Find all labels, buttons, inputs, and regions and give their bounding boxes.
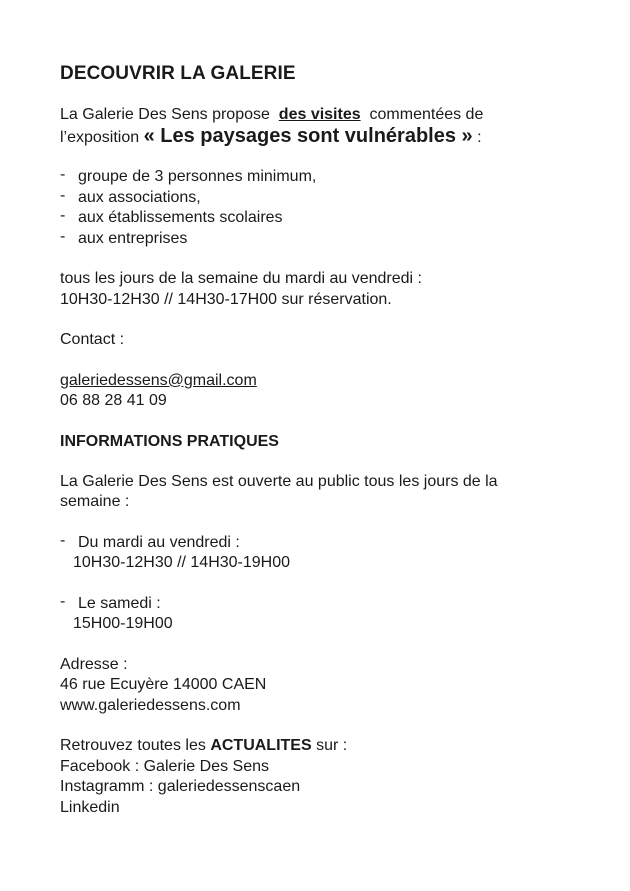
weekday-hours-block [60,533,600,554]
follow-text-b: sur : [316,737,348,754]
website-link[interactable]: www.galeriedessens.com [60,696,241,714]
intro-text-c: l’exposition [60,128,140,146]
weekday-hours: 10H30-12H30 // 14H30-19H00 [73,554,291,571]
saturday-label: - Le samedi : [60,594,600,615]
saturday-hours: 15H00-19H00 [73,615,173,632]
intro-end: : [477,128,482,146]
schedule-line-1: tous les jours de la semaine du mardi au vendredi : [60,270,422,287]
actualites-label: ACTUALITES [210,737,312,754]
list-item: - groupe de 3 personnes minimum, [60,167,600,188]
list-item: - aux associations, [60,188,600,209]
opening-line-2: semaine : [60,493,130,510]
phone-number: 06 88 28 41 09 [60,392,167,409]
address-text: 46 rue Ecuyère 14000 CAEN [60,676,267,693]
address-label: Adresse : [60,655,128,673]
info-heading: INFORMATIONS PRATIQUES [60,432,279,450]
intro-text-b: commentées de [369,106,484,123]
list-item: - aux entreprises [60,229,600,250]
intro-text-a: La Galerie Des Sens propose [60,106,270,123]
opening-paragraph [60,472,600,513]
follow-text-a: Retrouvez toutes les [60,737,206,754]
exhibition-title: « Les paysages sont vulnérables » [143,124,473,147]
facebook-line: Facebook : Galerie Des Sens [60,757,269,775]
groups-list [60,167,600,249]
email-link[interactable]: galeriedessens@gmail.com [60,371,257,389]
schedule-paragraph [60,269,600,310]
list-item: - aux établissements scolaires [60,208,600,229]
schedule-line-2: 10H30-12H30 // 14H30-17H00 sur réservation. [60,290,392,308]
visits-highlight: des visites [278,106,361,123]
social-block [60,736,600,818]
instagram-line: Instagramm : galeriedessenscaen [60,778,301,795]
linkedin-line: Linkedin [60,798,120,816]
opening-line-1: La Galerie Des Sens est ouverte au public tous les jours de la [60,472,498,490]
weekday-label: - Du mardi au vendredi : [60,533,600,554]
saturday-hours-block [60,594,600,615]
discover-heading: DECOUVRIR LA GALERIE [60,63,296,84]
address-block [60,655,600,717]
contact-block [60,371,600,412]
intro-paragraph [60,105,600,148]
contact-label: Contact : [60,331,125,348]
document-page [60,62,600,818]
